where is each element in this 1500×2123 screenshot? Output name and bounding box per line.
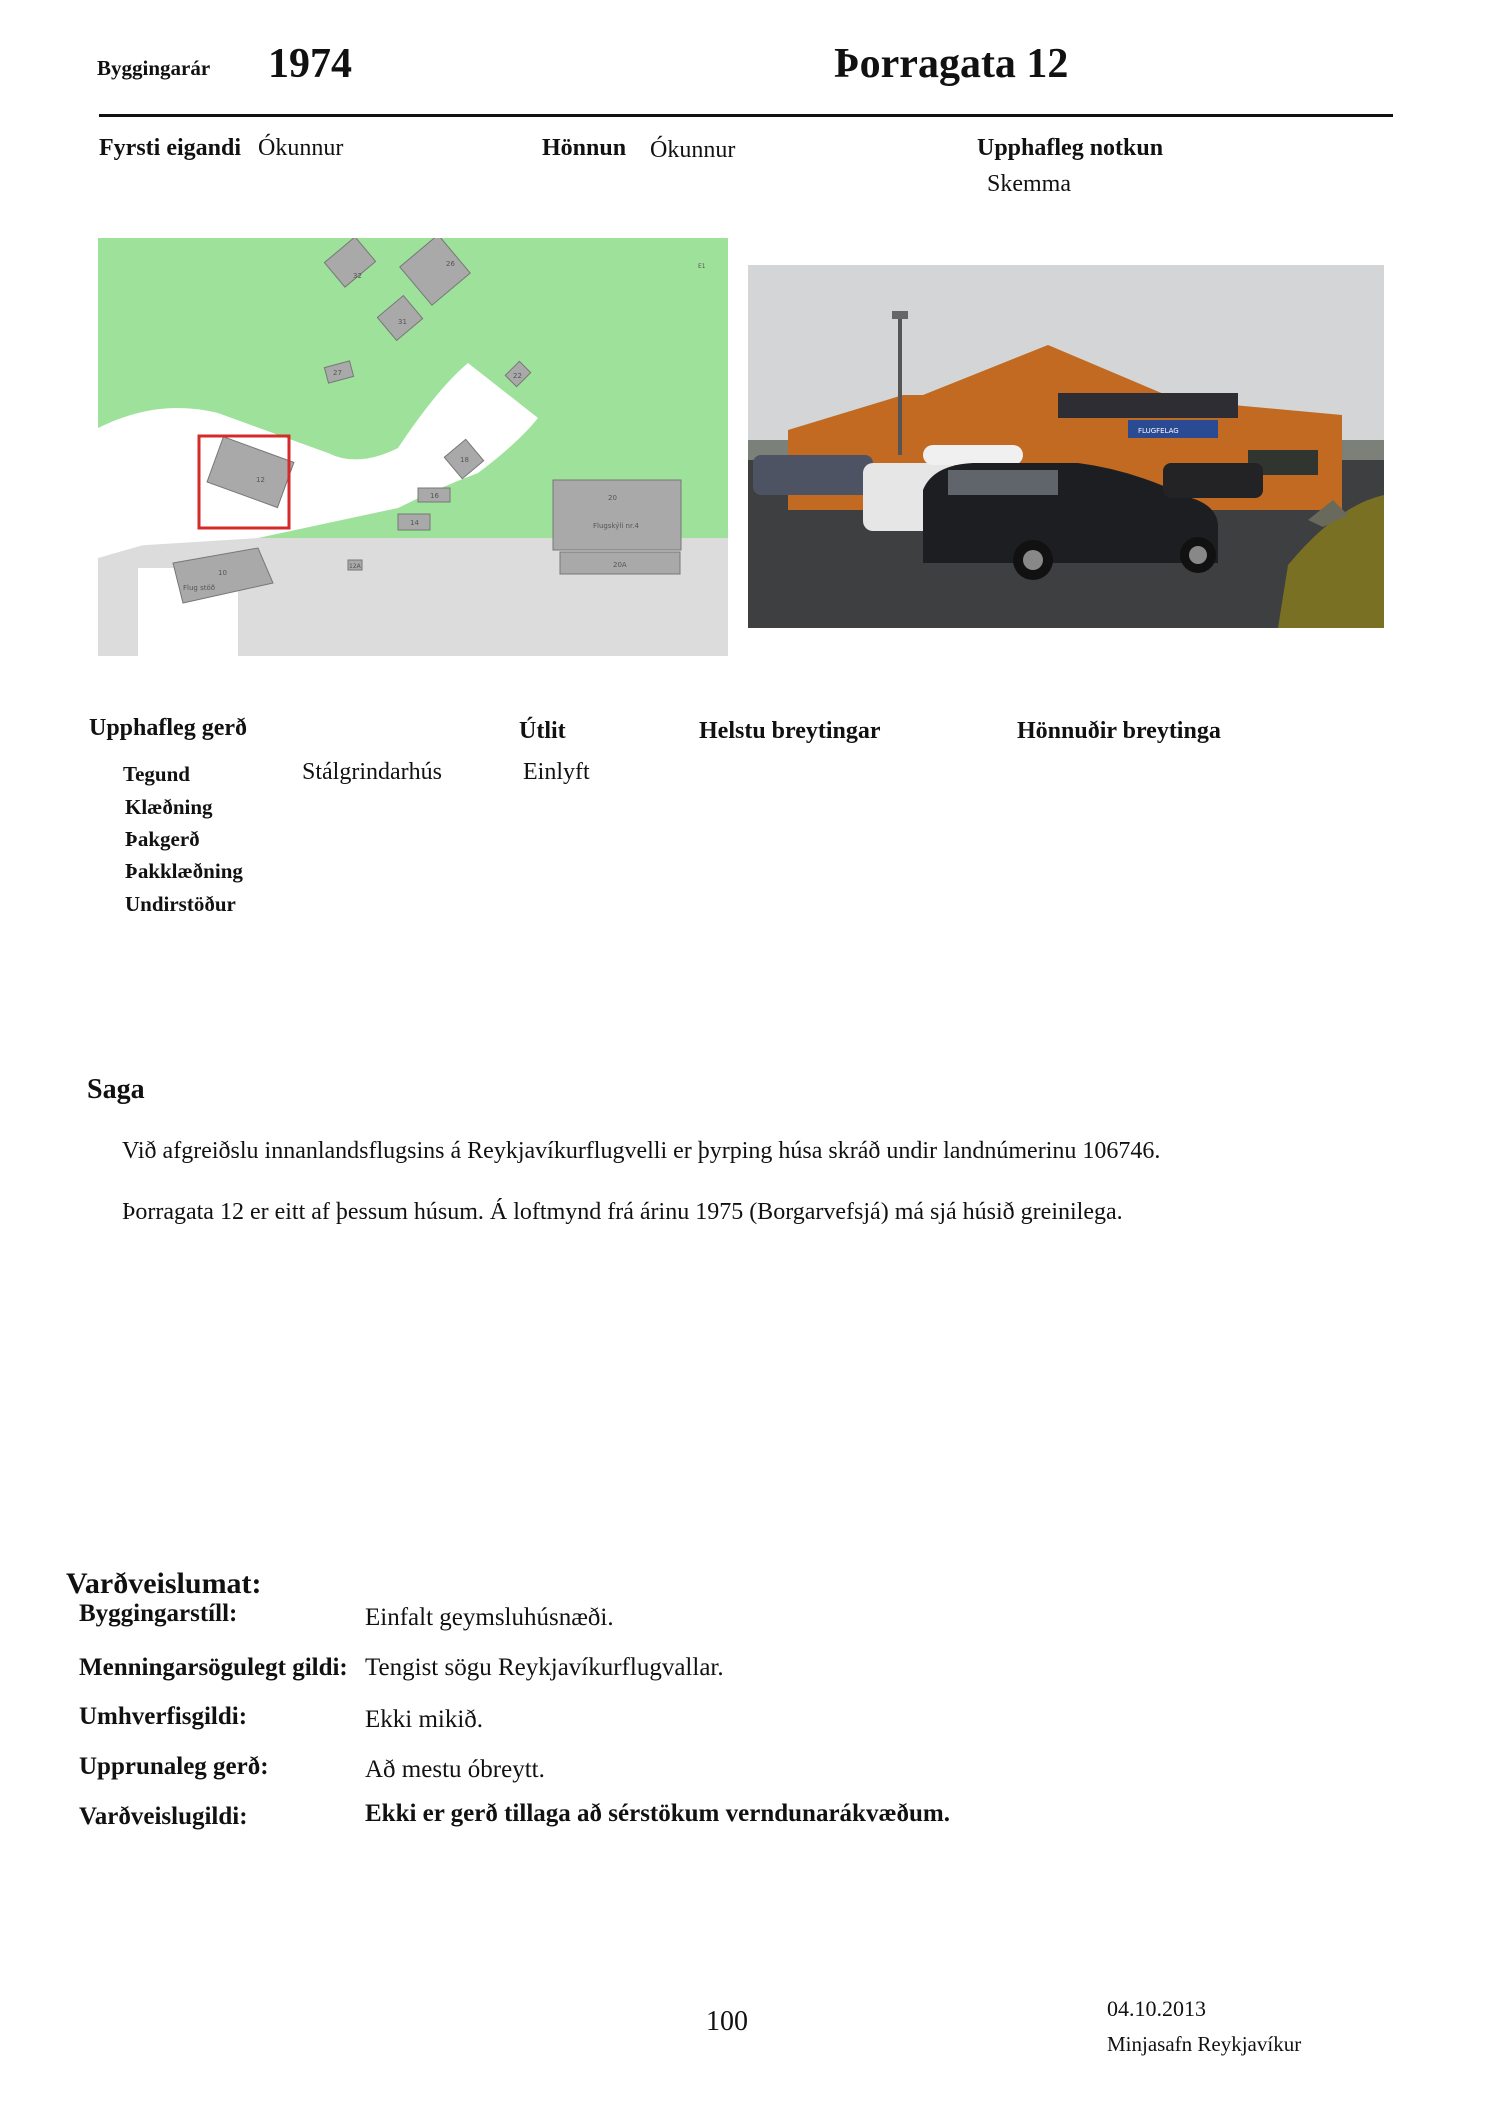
assessment-value-cultural: Tengist sögu Reykjavíkurflugvallar. bbox=[365, 1654, 724, 1681]
assessment-label-cultural: Menningarsögulegt gildi: bbox=[79, 1654, 348, 1681]
assessment-value-environment: Ekki mikið. bbox=[365, 1706, 484, 1733]
map-label: 22 bbox=[513, 372, 522, 380]
use-label: Upphafleg notkun bbox=[977, 135, 1164, 161]
footer-org: Minjasafn Reykjavíkur bbox=[1107, 2032, 1302, 2056]
table-col-designers: Hönnuðir breytinga bbox=[1017, 718, 1221, 744]
saga-paragraph-2: Þorragata 12 er eitt af þessum húsum. Á loftmynd frá árinu 1975 (Borgarvefsjá) má sjá húsið greinilega. bbox=[122, 1199, 1123, 1225]
page-number: 100 bbox=[706, 2006, 748, 2037]
map-label: 10 bbox=[218, 569, 227, 577]
site-map bbox=[98, 238, 728, 656]
year-value: 1974 bbox=[268, 41, 352, 87]
table-col-appearance: Útlit bbox=[519, 718, 566, 744]
building-photo bbox=[748, 265, 1384, 628]
map-label: 32 bbox=[353, 272, 362, 280]
page-title: Þorragata 12 bbox=[834, 41, 1069, 87]
assessment-label-style: Byggingarstíll: bbox=[79, 1600, 238, 1627]
footer-date: 04.10.2013 bbox=[1107, 1996, 1206, 2021]
assessment-value-original: Að mestu óbreytt. bbox=[365, 1756, 545, 1783]
map-label: E1 bbox=[698, 263, 706, 270]
owner-value: Ókunnur bbox=[258, 135, 344, 161]
type-value: Stálgrindarhús bbox=[302, 759, 442, 785]
assessment-title: Varðveislumat: bbox=[66, 1567, 262, 1600]
assessment-label-preservation: Varðveislugildi: bbox=[79, 1803, 248, 1830]
map-label: 18 bbox=[460, 456, 469, 464]
row-label-roof-type: Þakgerð bbox=[125, 827, 200, 851]
appearance-value: Einlyft bbox=[523, 759, 590, 785]
map-label: 26 bbox=[446, 260, 455, 268]
row-label-foundation: Undirstöður bbox=[125, 892, 236, 916]
design-value: Ókunnur bbox=[650, 137, 736, 163]
map-label: 14 bbox=[410, 519, 419, 527]
assessment-value-style: Einfalt geymsluhúsnæði. bbox=[365, 1604, 614, 1631]
building-photo-svg bbox=[748, 265, 1384, 628]
photo-sign: FLUGFELAG bbox=[1138, 427, 1179, 435]
map-label: 27 bbox=[333, 369, 342, 377]
map-label: 12A bbox=[349, 563, 361, 570]
saga-title: Saga bbox=[87, 1074, 145, 1105]
site-map-svg bbox=[98, 238, 728, 656]
assessment-label-original: Upprunaleg gerð: bbox=[79, 1753, 269, 1780]
saga-paragraph-1: Við afgreiðslu innanlandsflugsins á Reykjavíkurflugvelli er þyrping húsa skráð undir landnúmerinu 106746. bbox=[122, 1138, 1161, 1164]
row-label-cladding: Klæðning bbox=[125, 795, 213, 819]
map-label: Flugskýli nr.4 bbox=[593, 522, 639, 530]
map-label: 12 bbox=[256, 476, 265, 484]
year-label: Byggingarár bbox=[97, 56, 211, 80]
use-value: Skemma bbox=[987, 171, 1071, 197]
row-label-type: Tegund bbox=[123, 762, 190, 786]
owner-label: Fyrsti eigandi bbox=[99, 135, 241, 161]
map-label: 20 bbox=[608, 494, 617, 502]
table-col-changes: Helstu breytingar bbox=[699, 718, 881, 744]
assessment-label-environment: Umhverfisgildi: bbox=[79, 1703, 248, 1730]
map-label: 16 bbox=[430, 492, 439, 500]
map-label: 31 bbox=[398, 318, 407, 326]
map-label: Flug stöð bbox=[183, 584, 216, 592]
row-label-roof-cladding: Þakklæðning bbox=[125, 859, 243, 883]
map-label: 20A bbox=[613, 561, 627, 569]
assessment-value-preservation: Ekki er gerð tillaga að sérstökum verndunarákvæðum. bbox=[365, 1800, 950, 1827]
table-col-original: Upphafleg gerð bbox=[89, 715, 247, 741]
design-label: Hönnun bbox=[542, 135, 627, 161]
header-rule bbox=[99, 114, 1393, 117]
